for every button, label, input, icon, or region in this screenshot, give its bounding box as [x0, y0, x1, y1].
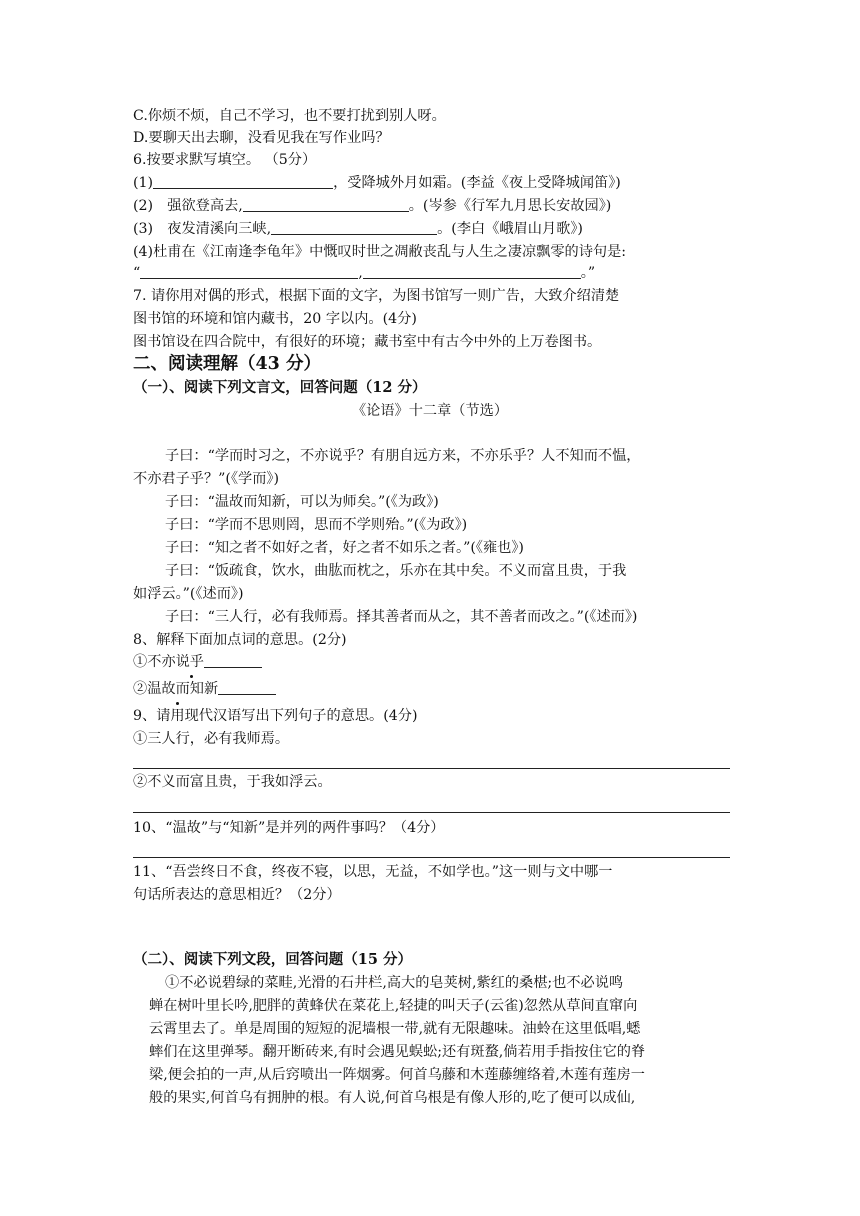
q5-option-d: D.要聊天出去聊，没看见我在写作业吗？: [133, 130, 390, 146]
passage-line: 子曰：“学而时习之，不亦说乎？有朋自远方来，不亦乐乎？人不知而不愠，: [165, 448, 641, 464]
passage-line: 子曰：“温故而知新，可以为师矣。”(《为政》): [165, 494, 439, 510]
part-2-title: （二）、阅读下列文段，回答问题（15 分）: [133, 951, 412, 968]
q11-line-2: 句话所表达的意思相近？（2分）: [133, 887, 341, 903]
passage-line: 子曰：“学而不思则罔，思而不学则殆。”(《为政》): [165, 517, 468, 533]
q6-line-5: [133, 263, 595, 283]
emphasis-dot: [176, 702, 179, 705]
answer-line[interactable]: [133, 768, 730, 769]
answer-blank[interactable]: [140, 264, 358, 279]
q9-item-b: ②不义而富且贵，于我如浮云。: [133, 774, 332, 790]
q6-line-2-suffix: 。(岑参《行军九月思长安故园》): [408, 198, 612, 214]
passage-line: 般的果实,何首乌有拥肿的根。有人说,何首乌根是有像人形的,吃了便可以成仙,: [149, 1090, 636, 1106]
q5-option-c: C.你烦不烦，自己不学习，也不要打扰到别人呀。: [133, 108, 446, 124]
passage-line: 蟀们在这里弹琴。翻开断砖来,有时会遇见蜈蚣;还有斑蝥,倘若用手指按住它的脊: [149, 1044, 646, 1060]
q6-title: 6.按要求默写填空。 （5分）: [133, 152, 317, 168]
q6-line-4: (4)杜甫在《江南逢李龟年》中慨叹时世之凋敝丧乱与人生之凄凉飘零的诗句是:: [133, 244, 627, 260]
q9-item-a: ①三人行，必有我师焉。: [133, 731, 290, 747]
answer-blank[interactable]: [363, 264, 581, 279]
passage-line: 梁,便会拍的一声,从后窍喷出一阵烟雾。何首乌藤和木莲藤缠络着,木莲有莲房一: [149, 1067, 645, 1083]
answer-blank[interactable]: [218, 680, 276, 695]
q8-item-a-text: ①不亦说乎: [133, 654, 204, 670]
text-title: 《论语》十二章（节选）: [351, 403, 509, 419]
part-1-title: （一）、阅读下列文言文，回答问题（12 分）: [133, 379, 427, 396]
q8-item-b-text: ②温故而知新: [133, 681, 219, 697]
answer-blank[interactable]: [153, 174, 333, 189]
answer-blank[interactable]: [243, 197, 409, 212]
answer-blank[interactable]: [204, 653, 262, 668]
comma: ,: [358, 265, 363, 281]
passage-line: ①不必说碧绿的菜畦,光滑的石井栏,高大的皂荚树,紫红的桑椹;也不必说鸣: [165, 975, 624, 991]
q6-line-2: [133, 196, 611, 216]
passage-line: 子曰：“三人行，必有我师焉。择其善者而从之，其不善者而改之。”(《述而》): [165, 609, 638, 625]
q8-title: 8、解释下面加点词的意思。(2分): [133, 632, 347, 648]
passage-line: 子曰：“知之者不如好之者，好之者不如乐之者。”(《雍也》): [165, 540, 524, 556]
q8-item-a: [133, 652, 262, 672]
close-quote: 。”: [580, 265, 596, 281]
section-2-title: 二、阅读理解（43 分）: [133, 354, 321, 374]
q6-line-3-suffix: 。(李白《峨眉山月歌》): [437, 221, 583, 237]
passage-line: 云霄里去了。单是周围的短短的泥墙根一带,就有无限趣味。油蛉在这里低唱,蟋: [149, 1021, 641, 1037]
q6-line-2-prefix: (2) 强欲登高去,: [133, 198, 243, 214]
open-quote: “: [133, 265, 141, 281]
q7-line-1: 7. 请你用对偶的形式，根据下面的文字，为图书馆写一则广告，大致介绍清楚: [133, 288, 620, 304]
passage-line: 子曰：“饭疏食，饮水，曲肱而枕之，乐亦在其中矣。不义而富且贵，于我: [165, 563, 627, 579]
q8-item-b: [133, 679, 276, 699]
q7-line-2: 图书馆的环境和馆内藏书，20 字以内。(4分): [133, 311, 417, 327]
passage-line: 如浮云。”(《述而》): [133, 586, 244, 602]
answer-blank[interactable]: [271, 220, 437, 235]
emphasis-dot: [190, 675, 193, 678]
q6-line-3-prefix: (3) 夜发清溪向三峡,: [133, 221, 272, 237]
passage-line: 蝉在树叶里长吟,肥胖的黄蜂伏在菜花上,轻捷的叫天子(云雀)忽然从草间直窜向: [149, 998, 638, 1014]
q6-line-1: [133, 173, 621, 193]
q10-text: 10、“温故”与“知新”是并列的两件事吗？（4分）: [133, 820, 445, 836]
q7-line-3: 图书馆设在四合院中，有很好的环境；藏书室中有古今中外的上万卷图书。: [133, 334, 602, 350]
q9-title: 9、请用现代汉语写出下列句子的意思。(4分): [133, 708, 418, 724]
q6-line-1-prefix: (1): [133, 175, 154, 191]
q6-line-1-suffix: ，受降城外月如霜。(李益《夜上受降城闻笛》): [333, 175, 621, 191]
q6-line-3: [133, 219, 583, 239]
answer-line[interactable]: [133, 812, 730, 813]
passage-line: 不亦君子乎？”(《学而》): [133, 471, 279, 487]
q11-line-1: 11、“吾尝终日不食，终夜不寝，以思，无益，不如学也。”这一则与文中哪一: [133, 864, 613, 880]
answer-line[interactable]: [133, 857, 730, 858]
